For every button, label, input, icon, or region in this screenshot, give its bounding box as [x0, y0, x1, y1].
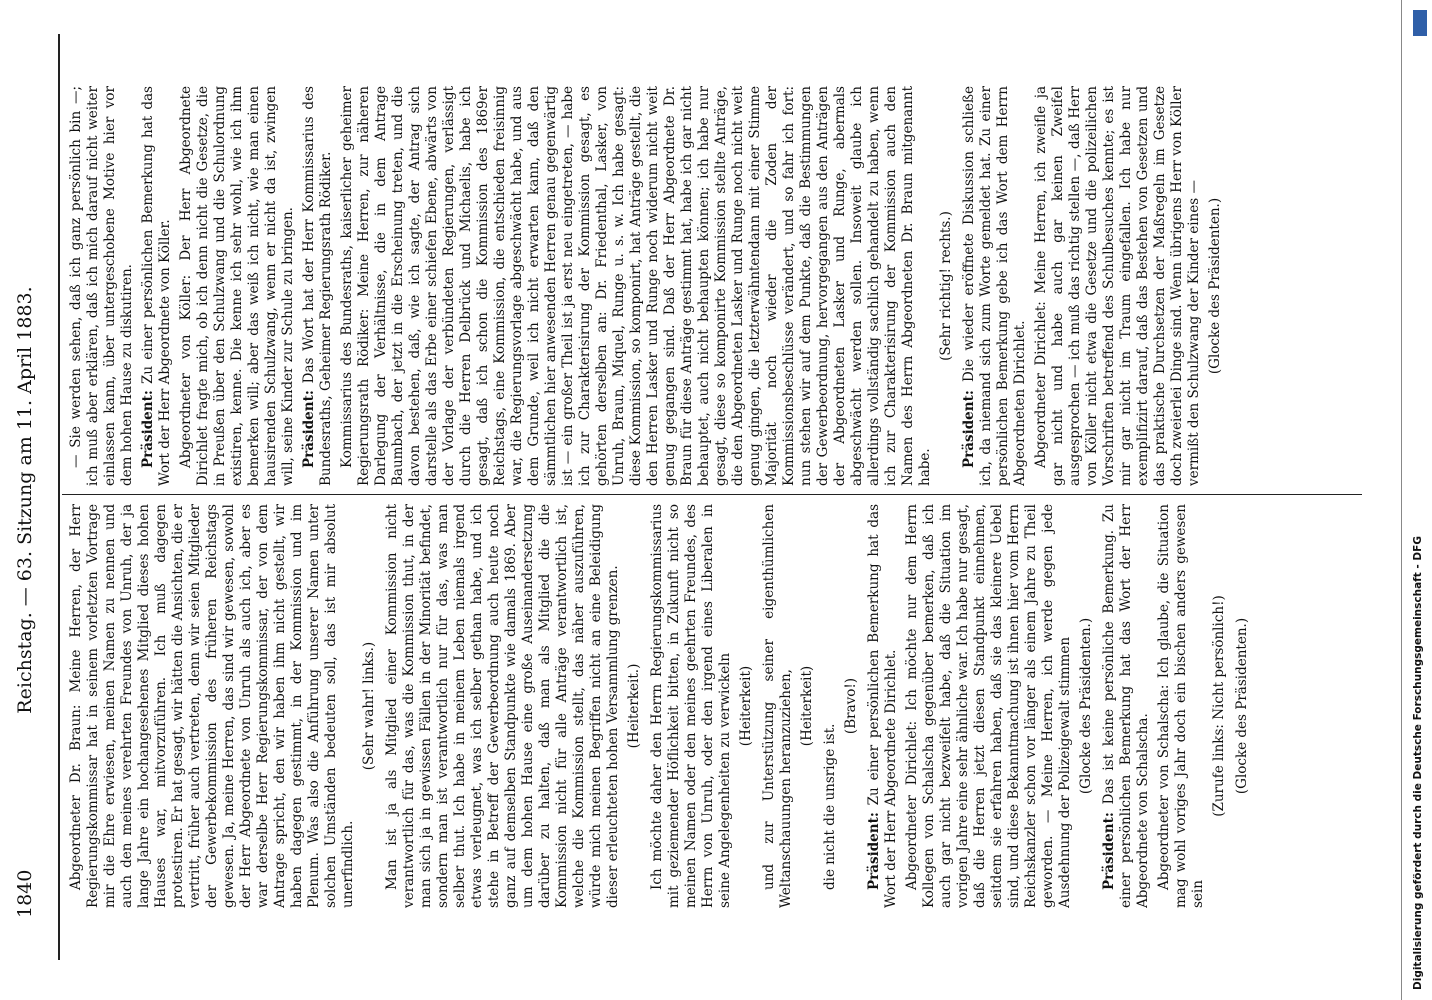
speech-paragraph	[904, 504, 1074, 908]
paragraph-text: Abgeordneter von Schalscha: Ich glaube, die Situation mag wohl voriges Jahr doch ein bischen anders gewesen sein	[1156, 504, 1206, 908]
page-number: 1840	[14, 869, 36, 918]
speech-paragraph	[866, 504, 900, 908]
paragraph-text: die nicht die unsrige ist.	[822, 723, 838, 890]
interjection: (Bravo!)	[843, 677, 859, 735]
speech-paragraph	[822, 504, 839, 908]
page-header	[14, 0, 46, 1000]
interjection: (Glocke des Präsidenten.)	[1207, 197, 1223, 375]
interjection: (Glocke des Präsidenten.)	[1078, 617, 1094, 795]
paragraph-text: Zu einer persönlichen Bemerkung hat das Wort der Herr Abgeordnete Dirichlet.	[866, 504, 899, 908]
speech-paragraph	[1156, 504, 1207, 908]
interjection: (Heiterkeit)	[799, 665, 815, 747]
dfg-stamp	[1408, 10, 1428, 990]
paragraph-text: Das ist keine persönliche Bemerkung. Zu einer persönlichen Bemerkung hat das Wort der Herr Abgeordnete von Schalscha.	[1101, 504, 1151, 908]
speech-paragraph	[649, 504, 734, 908]
interjection: (Glocke des Präsidenten.)	[1234, 617, 1250, 795]
interjection: (Heiterkeit.)	[626, 663, 642, 749]
speech-paragraph	[68, 86, 136, 486]
paragraph-text: Ich möchte daher den Herrn Regierungskommissarius mit geziemender Höflichkeit bitten, in Zukunft nicht so meinen Namen oder den meines geehrten Freundes, des Herrn von Unruh, oder den irgend eines Liberalen in seine Angelegenheiten zu verwickeln	[649, 504, 733, 908]
paragraph-text: Abgeordneter von Köller: Der Herr Abgeordnete Dirichlet fragte mich, ob ich denn nicht die Gesetze, die in Preußen über den Schulzwang und die Schulordnung existiren, kenne. Die kenne ich sehr wohl, wie ich ihm bemerken will; aber das weiß ich nicht, wie man einen hausirenden Schulzwang, wenn er nicht da ist, zwingen will, seine Kinder zur Schule zu bringen.	[178, 86, 296, 486]
speech-paragraph	[961, 86, 1029, 486]
right-column	[68, 86, 1358, 486]
speaker-label: Präsident:	[140, 390, 156, 468]
dfg-stamp-text: Digitalisierung gefördert durch die Deutsche Forschungsgemeinschaft - DFG	[1412, 536, 1424, 990]
speech-paragraph	[761, 504, 795, 908]
paragraph-text: — Sie werden sehen, daß ich ganz persönlich bin —; ich muß aber erklären, daß ich mich darauf nicht weiter einlassen kann, über untergeschobene Motive hier vor dem hohen Hause zu diskutiren.	[68, 86, 135, 486]
speech-paragraph	[1033, 86, 1203, 486]
interjection: (Sehr wahr! links.)	[361, 641, 377, 771]
speaker-label: Präsident:	[301, 390, 317, 468]
paragraph-text: Zu einer persönlichen Bemerkung hat das Wort der Herr Abgeordnete von Köller.	[140, 86, 173, 486]
dfg-logo-icon	[1413, 10, 1427, 36]
running-title: Reichstag. — 63. Sitzung am 11. April 1883.	[14, 286, 36, 714]
speech-paragraph	[178, 86, 297, 486]
paragraph-text: Man ist ja als Mitglied einer Kommission nicht verantwortlich für das, was die Kommission thut, in der man sich ja in gewissen Fällen in der Minorität befindet, sondern man ist verantwortlich nur für das, was man selber thut. Ich habe in meinem Leben niemals irgend etwas verleugnet, was ich selber gethan habe, und ich stehe in Betreff der Gewerbeordnung auch heute noch ganz auf demselben Standpunkte wie damals 1869. Aber um dem hohen Hause eine große Auseinandersetzung darüber zu halten, daß man als Mitglied die die Kommission nicht für alle Anträge verantwortlich ist, welche die Kommission stellt, das näher auszuführen, würde mich meinen Begriffen nicht an eine Beleidigung dieser erleuchteten hohen Versammlung grenzen.	[384, 504, 621, 908]
interjection: (Zurufe links: Nicht persönlich!)	[1211, 595, 1227, 817]
left-column	[68, 504, 1358, 908]
speech-paragraph	[1101, 504, 1152, 908]
speech-paragraph	[140, 86, 174, 486]
paragraph-text: Abgeordneter Dirichlet: Meine Herren, ich zweifle ja gar nicht und habe auch gar keinen Zweifel ausgesprochen — ich muß das richtig stellen —, daß Herr von Köller nicht etwa die Gesetze und die polizeilichen Vorschriften betreffend des Schulbesuches kennte; es ist mir gar nicht im Traum eingefallen. Ich habe nur exemplifizirt darauf, daß das Bestehen von Gesetzen und das praktische Durchsetzen der Maßregeln im Gesetze doch zweierlei Dinge sind. Wenn übrigens Herr von Köller vermißt den Schulzwang der Kinder eines —	[1033, 86, 1202, 486]
interjection: (Sehr richtig! rechts.)	[938, 211, 954, 361]
speech-paragraph	[384, 504, 622, 908]
header-rule	[58, 34, 60, 960]
scan-edge-line	[1401, 0, 1402, 1000]
speech-paragraph	[339, 86, 934, 486]
paragraph-text: Die wieder eröffnete Diskussion schließe ich, da niemand sich zum Worte gemeldet hat. Zu einer persönlichen Bemerkung gebe ich das Wort dem Herrn Abgeordneten Dirichlet.	[961, 86, 1028, 486]
paragraph-text: Abgeordneter Dirichlet: Ich möchte nur dem Herrn Kollegen von Schalscha gegenüber bemerken, daß ich auch gar nicht bezweifelt habe, daß die Situation im vorigen Jahre eine sehr ähnliche war. Ich habe nur gesagt, daß die Herren jetzt diesen Standpunkt einnehmen, seitdem sie erfahren haben, daß sie das kleinere Uebel sind, und diese Bekanntmachung ist ihnen hier vom Herrn Reichskanzler schon vor länger als einem Jahre zu Theil geworden. — Meine Herren, ich werde gegen jede Ausdehnung der Polizeigewalt stimmen	[904, 504, 1073, 908]
speaker-label: Präsident:	[961, 390, 977, 468]
speech-paragraph	[68, 504, 357, 908]
paragraph-text: Kommissarius des Bundesraths, kaiserlicher geheimer Regierungsrath Rödiker: Meine Herren, zur näheren Darlegung der Verhältnisse, die in dem Antrage Baumbach, der jetzt in die Erscheinung treten, und die davon bestehen, daß, wie ich sagte, der Antrag sich darstelle als das Erbe einer schiefen Ebene, abwärts von der Vorlage der verbündeten Regierungen, verlässigt durch die Herren Delbrück und Michaelis, habe ich gesagt, daß ich schon die Kommission des 1869er Reichstags, eine Kommission, die entschieden freisinnig war, die Regierungsvorlage abgeschwächt habe, und aus dem Grunde, weil ich nicht erwarten kann, daß den sämmtlichen hier anwesenden Herren genau gegenwärtig ist — ein großer Theil ist ja erst neu eingetreten, — habe ich zur Charakterisirung der Kommission gesagt, es gehörten derselben an: Dr. Friedenthal, Lasker, von Unruh, Braun, Miquel, Runge u. s. w. Ich habe gesagt: diese Kommission, so komponirt, hat Anträge gestellt, die den Herren Lasker und Runge noch widerum nicht weit genug gegangen sind. Daß der Herr Abgeordnete Dr. Braun für diese Anträge gestimmt hat, habe ich gar nicht behauptet, auch nicht behaupten können; ich habe nur gesagt, diese so komponirte Kommission stellte Anträge, die den Abgeordneten Lasker und Runge noch nicht weit genug gingen, die letzterwähntendann mit einer Stimme Majorität noch wieder die Zoden der Kommissionsbeschlüsse verändert, und so fahr ich fort: nun stehen wir auf dem Punkte, daß die Bestimmungen der Gewerbeordnung, hervorgegangen aus den Anträgen der Abgeordneten Lasker und Runge, abermals abgeschwächt werden sollen. Insoweit glaube ich allerdings vollständig sachlich gehandelt zu haben, wenn ich zur Charakterisirung der Kommission auch den Namen des Herrn Abgeordneten Dr. Braun mitgenannt habe.	[339, 86, 933, 486]
paragraph-text: Das Wort hat der Herr Kommissarius des Bundesraths, Geheimer Regierungsrath Rödiker.	[301, 86, 334, 486]
speech-paragraph	[301, 86, 335, 486]
paragraph-text: und zur Unterstützung seiner eigenthümlichen Weltanschauungen heranzuziehen,	[761, 504, 794, 908]
interjection: (Heiterkeit)	[738, 665, 754, 747]
column-divider	[62, 494, 1362, 495]
speaker-label: Präsident:	[1101, 812, 1117, 890]
speaker-label: Präsident:	[866, 812, 882, 890]
paragraph-text: Abgeordneter Dr. Braun: Meine Herren, der Herr Regierungskommissar hat in seinem vorletzten Vortrage mir die Ehre erwiesen, meinen Namen zu nennen und auch den meines verehrten Freundes von Unruh, der ja lange Jahre ein hochangesehenes Mitglied dieses hohen Hauses war, mitvorzuführen. Ich muß dagegen protestiren. Er hat gesagt, wir hätten die Ansichten, die er vertritt, früher auch vertreten, denn wir seien Mitglieder der Gewerbekommission des früheren Reichstags gewesen. Ja, meine Herren, das sind wir gewesen, sowohl der Herr Abgeordnete von Unruh als auch ich, aber es war derselbe Herr Regierungskommissar, der von dem Antrage spricht, den wir haben ihm nicht gestellt, wir haben dagegen gestimmt, in der Kommission und im Plenum. Was also die Anführung unserer Namen unter solchen Umständen bedeuten soll, das ist mir absolut unerfindlich.	[68, 504, 356, 908]
